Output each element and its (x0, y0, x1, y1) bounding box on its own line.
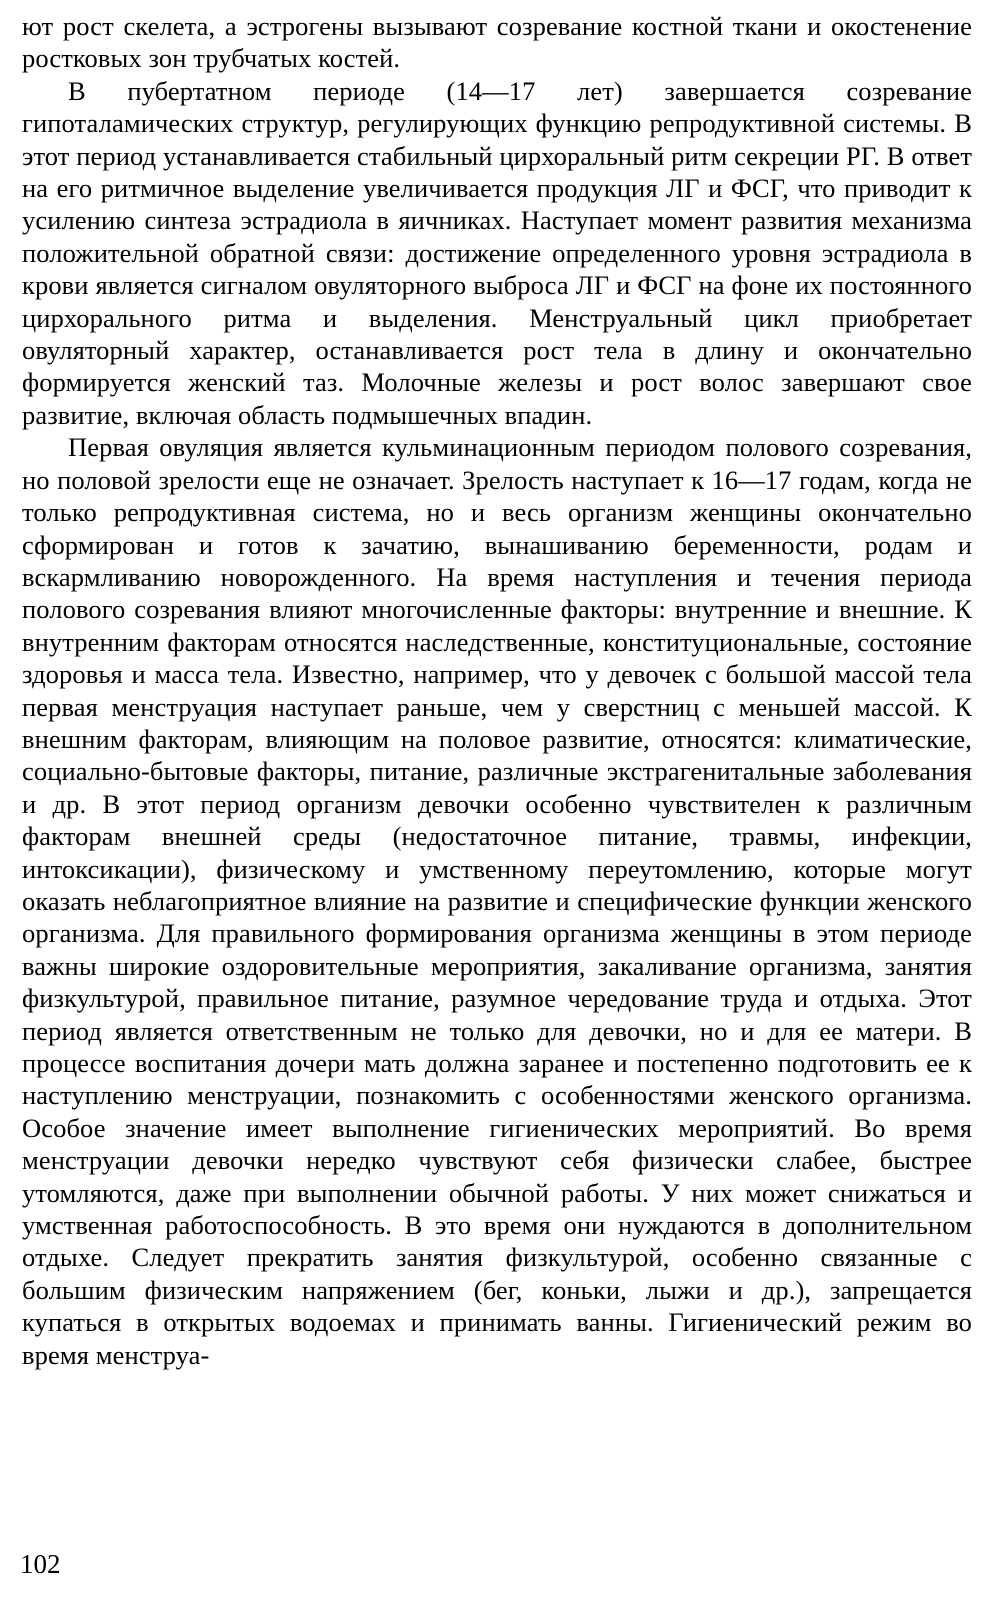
page-body (22, 10, 972, 1550)
paragraph-first-ovulation: Первая овуляция является кульминационным периодом полового созревания, но половой зрелости еще не означает. Зрелость наступает к 16—17 годам, когда не только репродуктивная система, но и весь организм женщины окончательно сформирован и готов к зачатию, вынашиванию беременности, родам и вскармливанию новорожденного. На время наступления и течения периода полового созревания влияют многочисленные факторы: внутренние и внешние. К внутренним факторам относятся наследственные, конституциональные, состояние здоровья и масса тела. Известно, например, что у девочек с большой массой тела первая менструация наступает раньше, чем у сверстниц с меньшей массой. К внешним факторам, влияющим на половое развитие, относятся: климатические, социально-бытовые факторы, питание, различные экстрагенитальные заболевания и др. В этот период организм девочки особенно чувствителен к различным факторам внешней среды (недостаточное питание, травмы, инфекции, интоксикации), физическому и умственному переутомлению, которые могут оказать неблагоприятное влияние на развитие и специфические функции женского организма. Для правильного формирования организма женщины в этом периоде важны широкие оздоровительные мероприятия, закаливание организма, занятия физкультурой, правильное питание, разумное чередование труда и отдыха. Этот период является ответственным не только для девочки, но и для ее матери. В процессе воспитания дочери мать должна заранее и постепенно подготовить ее к наступлению менструации, познакомить с особенностями женского организма. Особое значение имеет выполнение гигиенических мероприятий. Во время менструации девочки нередко чувствуют себя физически слабее, быстрее утомляются, даже при выполнении обычной работы. У них может снижаться и умственная работоспособность. В это время они нуждаются в дополнительном отдыхе. Следует прекратить занятия физкультурой, особенно связанные с большим физическим напряжением (бег, коньки, лыжи и др.), запрещается купаться в открытых водоемах и принимать ванны. Гигиенический режим во время менструа- (22, 432, 972, 1370)
page-number: 102 (20, 1549, 61, 1579)
paragraph-continuation: ют рост скелета, а эстрогены вызывают созревание костной ткани и окостенение ростковых зон трубчатых костей. (22, 11, 972, 74)
paragraph-puberty: В пубертатном периоде (14—17 лет) завершается созревание гипоталамических структур, регулирующих функцию репродуктивной системы. В этот период устанавливается стабильный цирхоральный ритм секреции РГ. В ответ на его ритмичное выделение увеличивается продукция ЛГ и ФСГ, что приводит к усилению синтеза эстрадиола в яичниках. Наступает момент развития механизма положительной обратной связи: достижение определенного уровня эстрадиола в крови является сигналом овуляторного выброса ЛГ и ФСГ на фоне их постоянного цирхорального ритма и выделения. Менструальный цикл приобретает овуляторный характер, останавливается рост тела в длину и окончательно формируется женский таз. Молочные железы и рост волос завершают свое развитие, включая область подмышечных впадин. (22, 75, 972, 430)
